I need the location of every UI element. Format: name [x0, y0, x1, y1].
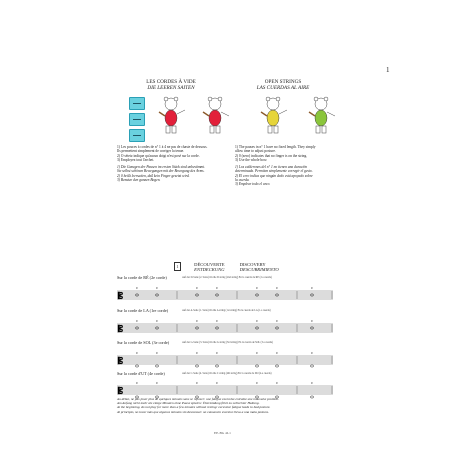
finger-number: 0: [311, 351, 313, 355]
footer-note: [117, 397, 337, 414]
music-staff-1: [117, 284, 333, 306]
finger-number: 0: [196, 286, 198, 290]
finger-number: 0: [311, 286, 313, 290]
bear-illustration-3: [261, 97, 287, 133]
whole-note: [135, 365, 138, 367]
bullet-line: 2) El cero indica que ningún dedo está apoyado sobre: [235, 173, 313, 178]
finger-number: 0: [216, 351, 218, 355]
string-diagram: [129, 97, 143, 145]
whole-note: [155, 365, 158, 367]
row-label: Sur la corde d'UT (4e corde): [117, 371, 165, 376]
row-label: Sur la corde de LA (1re corde): [117, 308, 169, 313]
finger-number: 0: [216, 286, 218, 290]
bullet-line: 3) Use the whole bow.: [235, 157, 268, 162]
finger-number: 0: [156, 381, 158, 385]
bullet-line: 3) Benutze den ganzen Bogen.: [117, 178, 161, 183]
finger-number: 0: [256, 351, 258, 355]
bullet-line: 1) Los calderones del n° 1 no tienen una duración: [235, 165, 308, 170]
section-title-es: DESCUBRIMIENTO: [239, 267, 279, 273]
clef-icon: 𝄡: [118, 292, 124, 302]
footer-line: Am Anfang nicht mehr als einige Minuten ohne Pause spielen: Übermüdung führt zu schlechter Haltung.: [117, 401, 260, 406]
string-box-1: [129, 97, 145, 110]
row-sublabel: Auf der D-Saite (2. Saite) On the D string (2nd string) En la cuerda de RE (2.a cuerda): [182, 276, 272, 279]
finger-number: 0: [156, 319, 158, 323]
whole-note: [255, 365, 258, 367]
finger-number: 0: [256, 286, 258, 290]
section-title-de: ENTDECKUNG: [194, 267, 225, 273]
instructions-left: [117, 145, 227, 182]
finger-number: 0: [136, 319, 138, 323]
finger-number: 0: [136, 286, 138, 290]
clef-icon: 𝄡: [118, 387, 124, 397]
bullet-line: 3) Emplear todo el arco.: [235, 182, 271, 187]
finger-number: 0: [311, 319, 313, 323]
music-staff-2: [117, 317, 333, 339]
string-box-2: [129, 113, 145, 126]
finger-number: 0: [196, 319, 198, 323]
finger-number: 0: [276, 381, 278, 385]
bullet-line: determinada. Permiten simplemente corregir el gesto.: [235, 169, 313, 174]
finger-number: 0: [256, 381, 258, 385]
page-number: 1: [386, 66, 390, 74]
finger-number: 0: [216, 319, 218, 323]
bullet-line: 1) Les pouces à cordes de n° 1 à 4 ne pas de chaste de dessous.: [117, 145, 208, 149]
bullet-line: 2) 0 (zero) indicates that no finger is on the string.: [235, 153, 308, 158]
music-staff-3: [117, 349, 333, 371]
row-sublabel: Auf der A-Saite (1. Saite) On the A string (1st string) En la cuerda de LA (1.a cuerda): [182, 309, 271, 312]
finger-number: 0: [196, 381, 198, 385]
finger-number: 0: [276, 351, 278, 355]
bullet-line: 1) The pauses in n° 1 have no fixed length. They simply: [235, 145, 316, 149]
header-es: LAS CUERDAS AL AIRE: [256, 85, 310, 92]
bullet-line: 2) 0 heißt leersaiten, daß kein Finger gesetzt wird.: [117, 173, 190, 178]
publisher-code: EE-BG 4L1: [214, 431, 231, 435]
finger-number: 0: [216, 381, 218, 385]
header-right: [228, 79, 338, 91]
section-title-fr: DÉCOUVERTE: [194, 262, 225, 267]
header-fr: LES CORDES À VIDE: [146, 79, 196, 85]
bullet-line: allow time to adjust posture.: [235, 149, 276, 154]
whole-note: [195, 365, 198, 367]
finger-number: 0: [156, 351, 158, 355]
finger-number: 0: [256, 319, 258, 323]
whole-note: [275, 365, 278, 367]
bullet-line: la cuerda.: [235, 178, 250, 183]
bear-illustrations: [155, 94, 355, 138]
row-sublabel: Auf der G-Saite (3. Saite) On the G string (3rd string) En la cuerda de SOL (3.a cuerda): [182, 341, 274, 344]
bullet-line: Ils permettent simplement de corriger la tenue.: [117, 149, 185, 154]
finger-number: 0: [276, 319, 278, 323]
bear-illustration-1: [159, 97, 185, 133]
finger-number: 0: [156, 286, 158, 290]
section-title-en: DISCOVERY: [239, 262, 266, 267]
bullet-line: 2) O séteiz indique qu'aucun doigt n'est posé sur la corde.: [117, 153, 200, 158]
finger-number: 0: [196, 351, 198, 355]
bear-illustration-2: [203, 97, 229, 133]
clef-icon: 𝄡: [118, 357, 124, 367]
whole-note: [310, 365, 313, 367]
bullet-line: 1) Die Ganzgen der Pausen im ersten Stück sind unbestimmt.: [117, 165, 206, 170]
bullet-line: Sie selbst schönen Bewegungen mit der Bewegung des Arms.: [117, 169, 205, 174]
row-label: Sur la corde de SOL (3e corde): [117, 340, 170, 345]
row-sublabel: Auf der C-Saite (4. Saite) On the C string (4th string) En la cuerda de DO (4.a cuerda): [182, 372, 272, 375]
row-label: Sur la corde de RÉ (2e corde): [117, 275, 167, 280]
header-left: [116, 79, 226, 91]
clef-icon: 𝄡: [118, 325, 124, 335]
finger-number: 0: [136, 381, 138, 385]
finger-number: 0: [276, 286, 278, 290]
header-de: DIE LEEREN SAITEN: [147, 85, 195, 92]
header-en: OPEN STRINGS: [264, 79, 302, 85]
instructions-right: [235, 145, 345, 187]
section-number: 1: [174, 262, 181, 271]
section-header: [174, 262, 293, 273]
bullet-line: 3) Employez tout l'archet.: [117, 157, 155, 162]
footer-line: Au début, ne pas jouer plus de quelques minutes sans se reposer: une fatigue excessive entraîne une mauvaise position.: [117, 397, 279, 401]
string-box-3: [129, 129, 145, 142]
bear-illustration-4: [309, 97, 335, 133]
footer-line: At the beginning, do not play for more than a few minutes without resting: excessive fatigue leads to bad posture.: [117, 405, 271, 410]
finger-number: 0: [311, 381, 313, 385]
footer-line: Al principio, no tocar más que algunos minutos sin descansar: un cansancio excesivo lleva a una mala postura.: [117, 409, 269, 414]
finger-number: 0: [136, 351, 138, 355]
whole-note: [215, 365, 218, 367]
